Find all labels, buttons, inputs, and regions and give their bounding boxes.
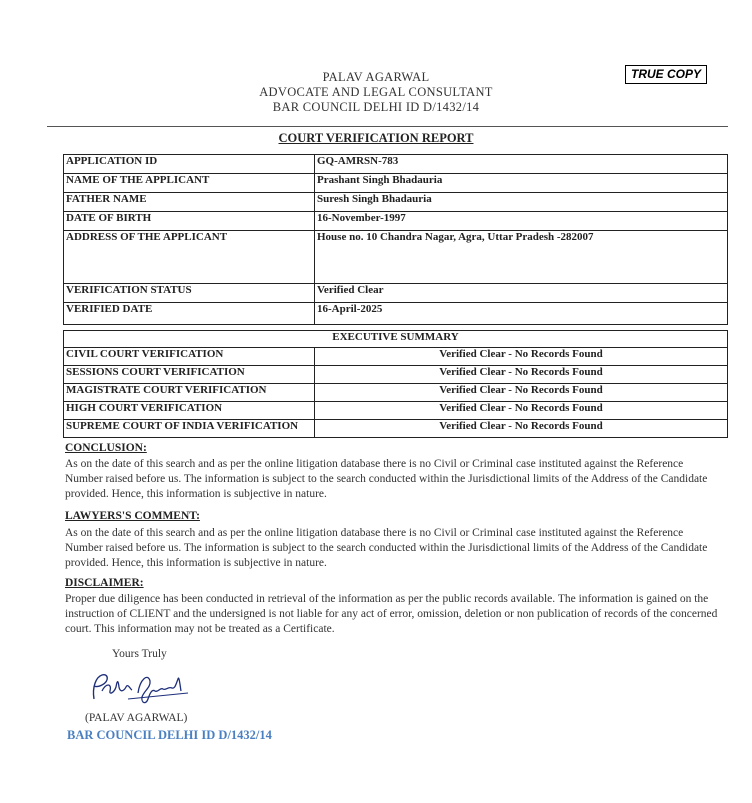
detail-value: GQ-AMRSN-783	[315, 155, 728, 174]
header-divider	[47, 126, 728, 127]
summary-value: Verified Clear - No Records Found	[315, 348, 728, 366]
summary-label: CIVIL COURT VERIFICATION	[64, 348, 315, 366]
detail-value: House no. 10 Chandra Nagar, Agra, Uttar Pradesh -282007	[315, 231, 728, 284]
detail-label: VERIFIED DATE	[64, 303, 315, 325]
header-title: ADVOCATE AND LEGAL CONSULTANT	[259, 85, 493, 99]
summary-value: Verified Clear - No Records Found	[315, 366, 728, 384]
detail-value: Suresh Singh Bhadauria	[315, 193, 728, 212]
table-row	[64, 231, 728, 284]
true-copy-stamp: TRUE COPY	[625, 65, 707, 84]
detail-label: NAME OF THE APPLICANT	[64, 174, 315, 193]
table-row	[64, 366, 728, 384]
table-row	[64, 303, 728, 325]
closing-yours-truly: Yours Truly	[112, 648, 167, 660]
comment-heading: LAWYERS'S COMMENT:	[65, 510, 200, 522]
disclaimer-text: Proper due diligence has been conducted in retrieval of the information as per the public records available. The information is gained on the instruction of CLIENT and the undersigned is not liable for any act of error, omission, deletion or non publication of records of the concerned court. This information may not be treated as a Certificate.	[65, 593, 718, 635]
table-row	[64, 331, 728, 348]
summary-value: Verified Clear - No Records Found	[315, 420, 728, 438]
detail-label: ADDRESS OF THE APPLICANT	[64, 231, 315, 284]
report-title: COURT VERIFICATION REPORT	[278, 131, 474, 145]
summary-label: HIGH COURT VERIFICATION	[64, 402, 315, 420]
signature-image	[88, 669, 198, 709]
executive-summary-table	[63, 330, 728, 438]
table-row	[64, 174, 728, 193]
detail-label: VERIFICATION STATUS	[64, 284, 315, 303]
detail-value: 16-November-1997	[315, 212, 728, 231]
applicant-details-table	[63, 154, 728, 325]
detail-value: Verified Clear	[315, 284, 728, 303]
summary-label: MAGISTRATE COURT VERIFICATION	[64, 384, 315, 402]
conclusion-text: As on the date of this search and as per the online litigation database there is no Civil or Criminal case instituted against the Reference Number raised before us. The information is subject to the search conducted within the Jurisdictional limits of the Address of the Candidate provided. Hence, this information is subjective in nature.	[65, 458, 708, 500]
table-row	[64, 284, 728, 303]
summary-value: Verified Clear - No Records Found	[315, 402, 728, 420]
detail-value: 16-April-2025	[315, 303, 728, 325]
detail-label: FATHER NAME	[64, 193, 315, 212]
detail-label: APPLICATION ID	[64, 155, 315, 174]
table-row	[64, 193, 728, 212]
summary-heading: EXECUTIVE SUMMARY	[64, 331, 728, 348]
disclaimer-heading: DISCLAIMER:	[65, 577, 144, 589]
signer-bar-id: BAR COUNCIL DELHI ID D/1432/14	[67, 728, 272, 742]
header-name: PALAV AGARWAL	[322, 70, 430, 84]
signer-name: (PALAV AGARWAL)	[85, 712, 188, 724]
detail-value: Prashant Singh Bhadauria	[315, 174, 728, 193]
summary-label: SESSIONS COURT VERIFICATION	[64, 366, 315, 384]
conclusion-heading: CONCLUSION:	[65, 442, 147, 454]
header-bar-id: BAR COUNCIL DELHI ID D/1432/14	[272, 100, 480, 114]
summary-value: Verified Clear - No Records Found	[315, 384, 728, 402]
table-row	[64, 402, 728, 420]
table-row	[64, 155, 728, 174]
table-row	[64, 212, 728, 231]
table-row	[64, 384, 728, 402]
detail-label: DATE OF BIRTH	[64, 212, 315, 231]
summary-label: SUPREME COURT OF INDIA VERIFICATION	[64, 420, 315, 438]
table-row	[64, 420, 728, 438]
comment-text: As on the date of this search and as per the online litigation database there is no Civil or Criminal case instituted against the Reference Number raised before us. The information is subject to the search conducted within the Jurisdictional limits of the Address of the Candidate provided. Hence, this information is subjective in nature.	[65, 527, 708, 569]
table-row	[64, 348, 728, 366]
